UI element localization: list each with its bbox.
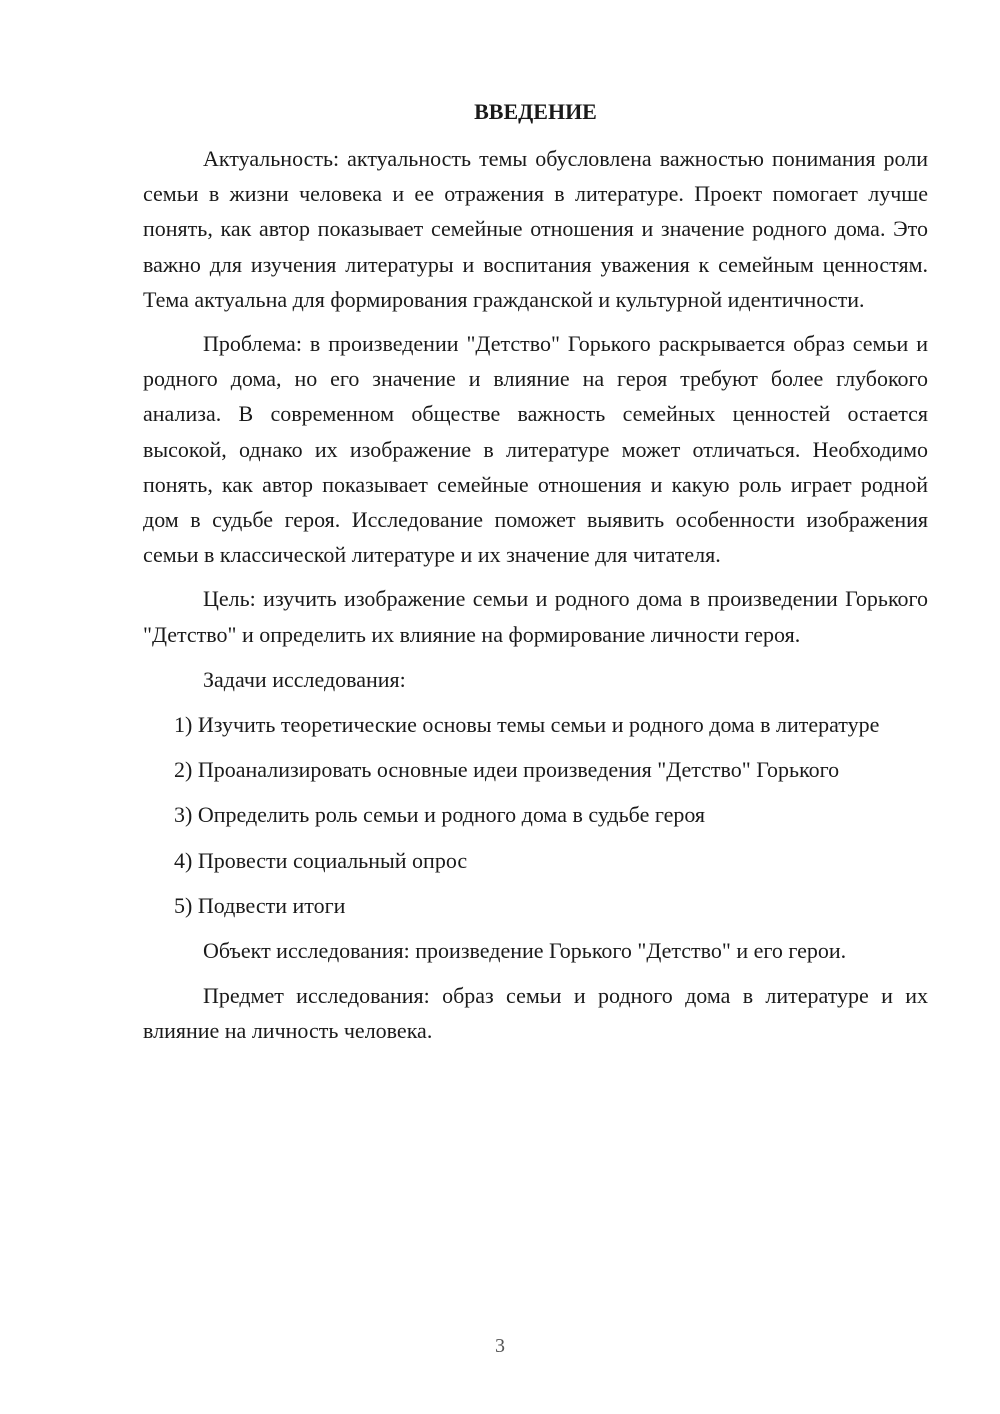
- list-item: 3) Определить роль семьи и родного дома в судьбе героя: [174, 802, 706, 828]
- list-item: 4) Провести социальный опрос: [174, 847, 468, 873]
- tasks-title: Задачи исследования:: [203, 666, 406, 692]
- relevance-paragraph: Актуальность: актуальность темы обусловлена важностью понимания роли семьи в жизни человека и ее отражения в литературе. Проект помогает лучше понять, как автор показывает семейные отношения и значение родного дома. Это важно для изучения литературы и воспитания уважения к семейным ценностям. Тема актуальна для формирования гражданской и культурной идентичности.: [143, 146, 928, 312]
- page-title: ВВЕДЕНИЕ: [474, 99, 597, 124]
- page-number: 3: [495, 1335, 505, 1357]
- tasks-list: [143, 707, 928, 923]
- subject-paragraph: Предмет исследования: образ семьи и родного дома в литературе и их влияние на личность человека.: [143, 983, 928, 1044]
- object-paragraph: Объект исследования: произведение Горького "Детство" и его герои.: [203, 938, 847, 964]
- problem-paragraph: Проблема: в произведении "Детство" Горького раскрывается образ семьи и родного дома, но его значение и влияние на героя требуют более глубокого анализа. В современном обществе важность семейных ценностей остается высокой, однако их изображение в литературе может отличаться. Необходимо понять, как автор показывает семейные отношения и какую роль играет родной дом в судьбе героя. Исследование поможет выявить особенности изображения семьи в классической литературе и их значение для читателя.: [143, 331, 928, 568]
- goal-paragraph: Цель: изучить изображение семьи и родного дома в произведении Горького "Детство" и определить их влияние на формирование личности героя.: [143, 586, 928, 647]
- document-page: [143, 94, 928, 1049]
- list-item: 2) Проанализировать основные идеи произведения "Детство" Горького: [174, 757, 840, 783]
- list-item: 1) Изучить теоретические основы темы семьи и родного дома в литературе: [174, 712, 880, 738]
- list-item: 5) Подвести итоги: [174, 892, 346, 918]
